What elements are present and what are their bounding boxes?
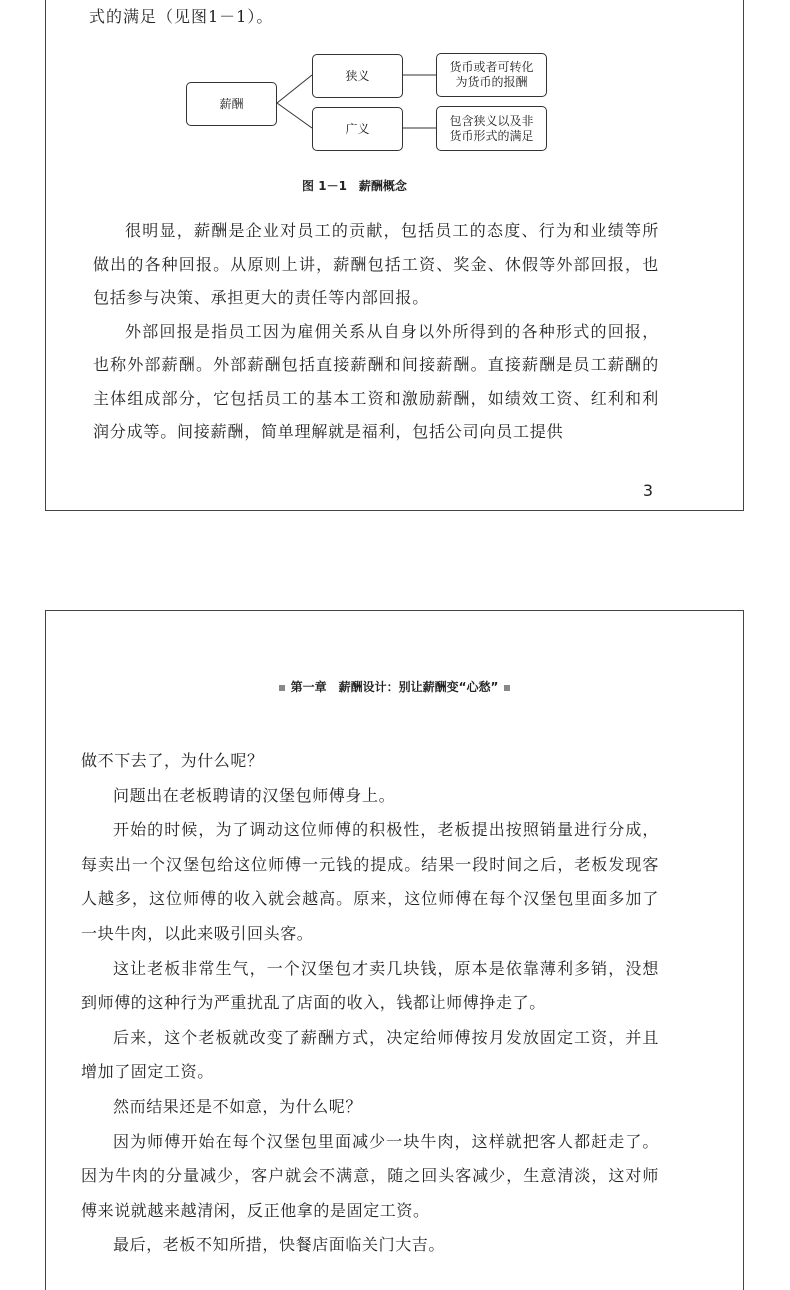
- running-header: [46, 678, 743, 695]
- page-number: 3: [642, 481, 653, 500]
- paragraph: 外部回报是指员工因为雇佣关系从自身以外所得到的各种形式的回报，也称外部薪酬。外部薪酬包括直接薪酬和间接薪酬。直接薪酬是员工薪酬的主体组成部分，它包括员工的基本工资和激励薪酬，如绩效工资、红利和利润分成等。间接薪酬，简单理解就是福利，包括公司向员工提供: [93, 321, 659, 441]
- paragraph: 后来，这个老板就改变了薪酬方式，决定给师傅按月发放固定工资，并且增加了固定工资。: [81, 1027, 659, 1082]
- page1-body: [93, 214, 659, 449]
- paragraph: 最后，老板不知所措，快餐店面临关门大吉。: [113, 1235, 446, 1255]
- diagram-node-narrow-desc: 货币或者可转化为货币的报酬: [436, 53, 547, 97]
- diagram-node-broad: 广义: [312, 107, 403, 151]
- book-page-3: [45, 0, 744, 511]
- paragraph: 然而结果还是不如意，为什么呢？: [113, 1096, 363, 1116]
- header-square-icon: [279, 685, 285, 691]
- book-page-next: [45, 610, 744, 1290]
- paragraph: 因为师傅开始在每个汉堡包里面减少一块牛肉，这样就把客人都赶走了。因为牛肉的分量减少，客户就会不满意，随之回头客减少，生意清淡，这对师傅来说就越来越清闲，反正他拿的是固定工资。: [81, 1131, 659, 1220]
- header-square-icon: [504, 685, 510, 691]
- paragraph: 问题出在老板聘请的汉堡包师傅身上。: [113, 785, 396, 805]
- paragraph: 很明显，薪酬是企业对员工的贡献，包括员工的态度、行为和业绩等所做出的各种回报。从原则上讲，薪酬包括工资、奖金、休假等外部回报，也包括参与决策、承担更大的责任等内部回报。: [93, 221, 659, 307]
- diagram-node-narrow: 狭义: [312, 54, 403, 98]
- paragraph: 这让老板非常生气，一个汉堡包才卖几块钱，原本是依靠薄利多销，没想到师傅的这种行为严重扰乱了店面的收入，钱都让师傅挣走了。: [81, 958, 659, 1013]
- diagram-connectors: [46, 0, 745, 198]
- lead-line: 式的满足（见图1－1）。: [89, 7, 274, 26]
- paragraph: 做不下去了，为什么呢？: [81, 751, 264, 770]
- diagram-node-root: 薪酬: [186, 82, 277, 126]
- paragraph: 开始的时候，为了调动这位师傅的积极性，老板提出按照销量进行分成，每卖出一个汉堡包给这位师傅一元钱的提成。结果一段时间之后，老板发现客人越多，这位师傅的收入就会越高。原来，这位师傅在每个汉堡包里面多加了一块牛肉，以此来吸引回头客。: [81, 820, 659, 943]
- chapter-header-text: 第一章 薪酬设计：别让薪酬变“心愁”: [290, 680, 499, 694]
- page2-body: [81, 744, 659, 1263]
- figure-caption: 图 1－1 薪酬概念: [302, 179, 407, 193]
- diagram-node-broad-desc: 包含狭义以及非货币形式的满足: [436, 106, 547, 151]
